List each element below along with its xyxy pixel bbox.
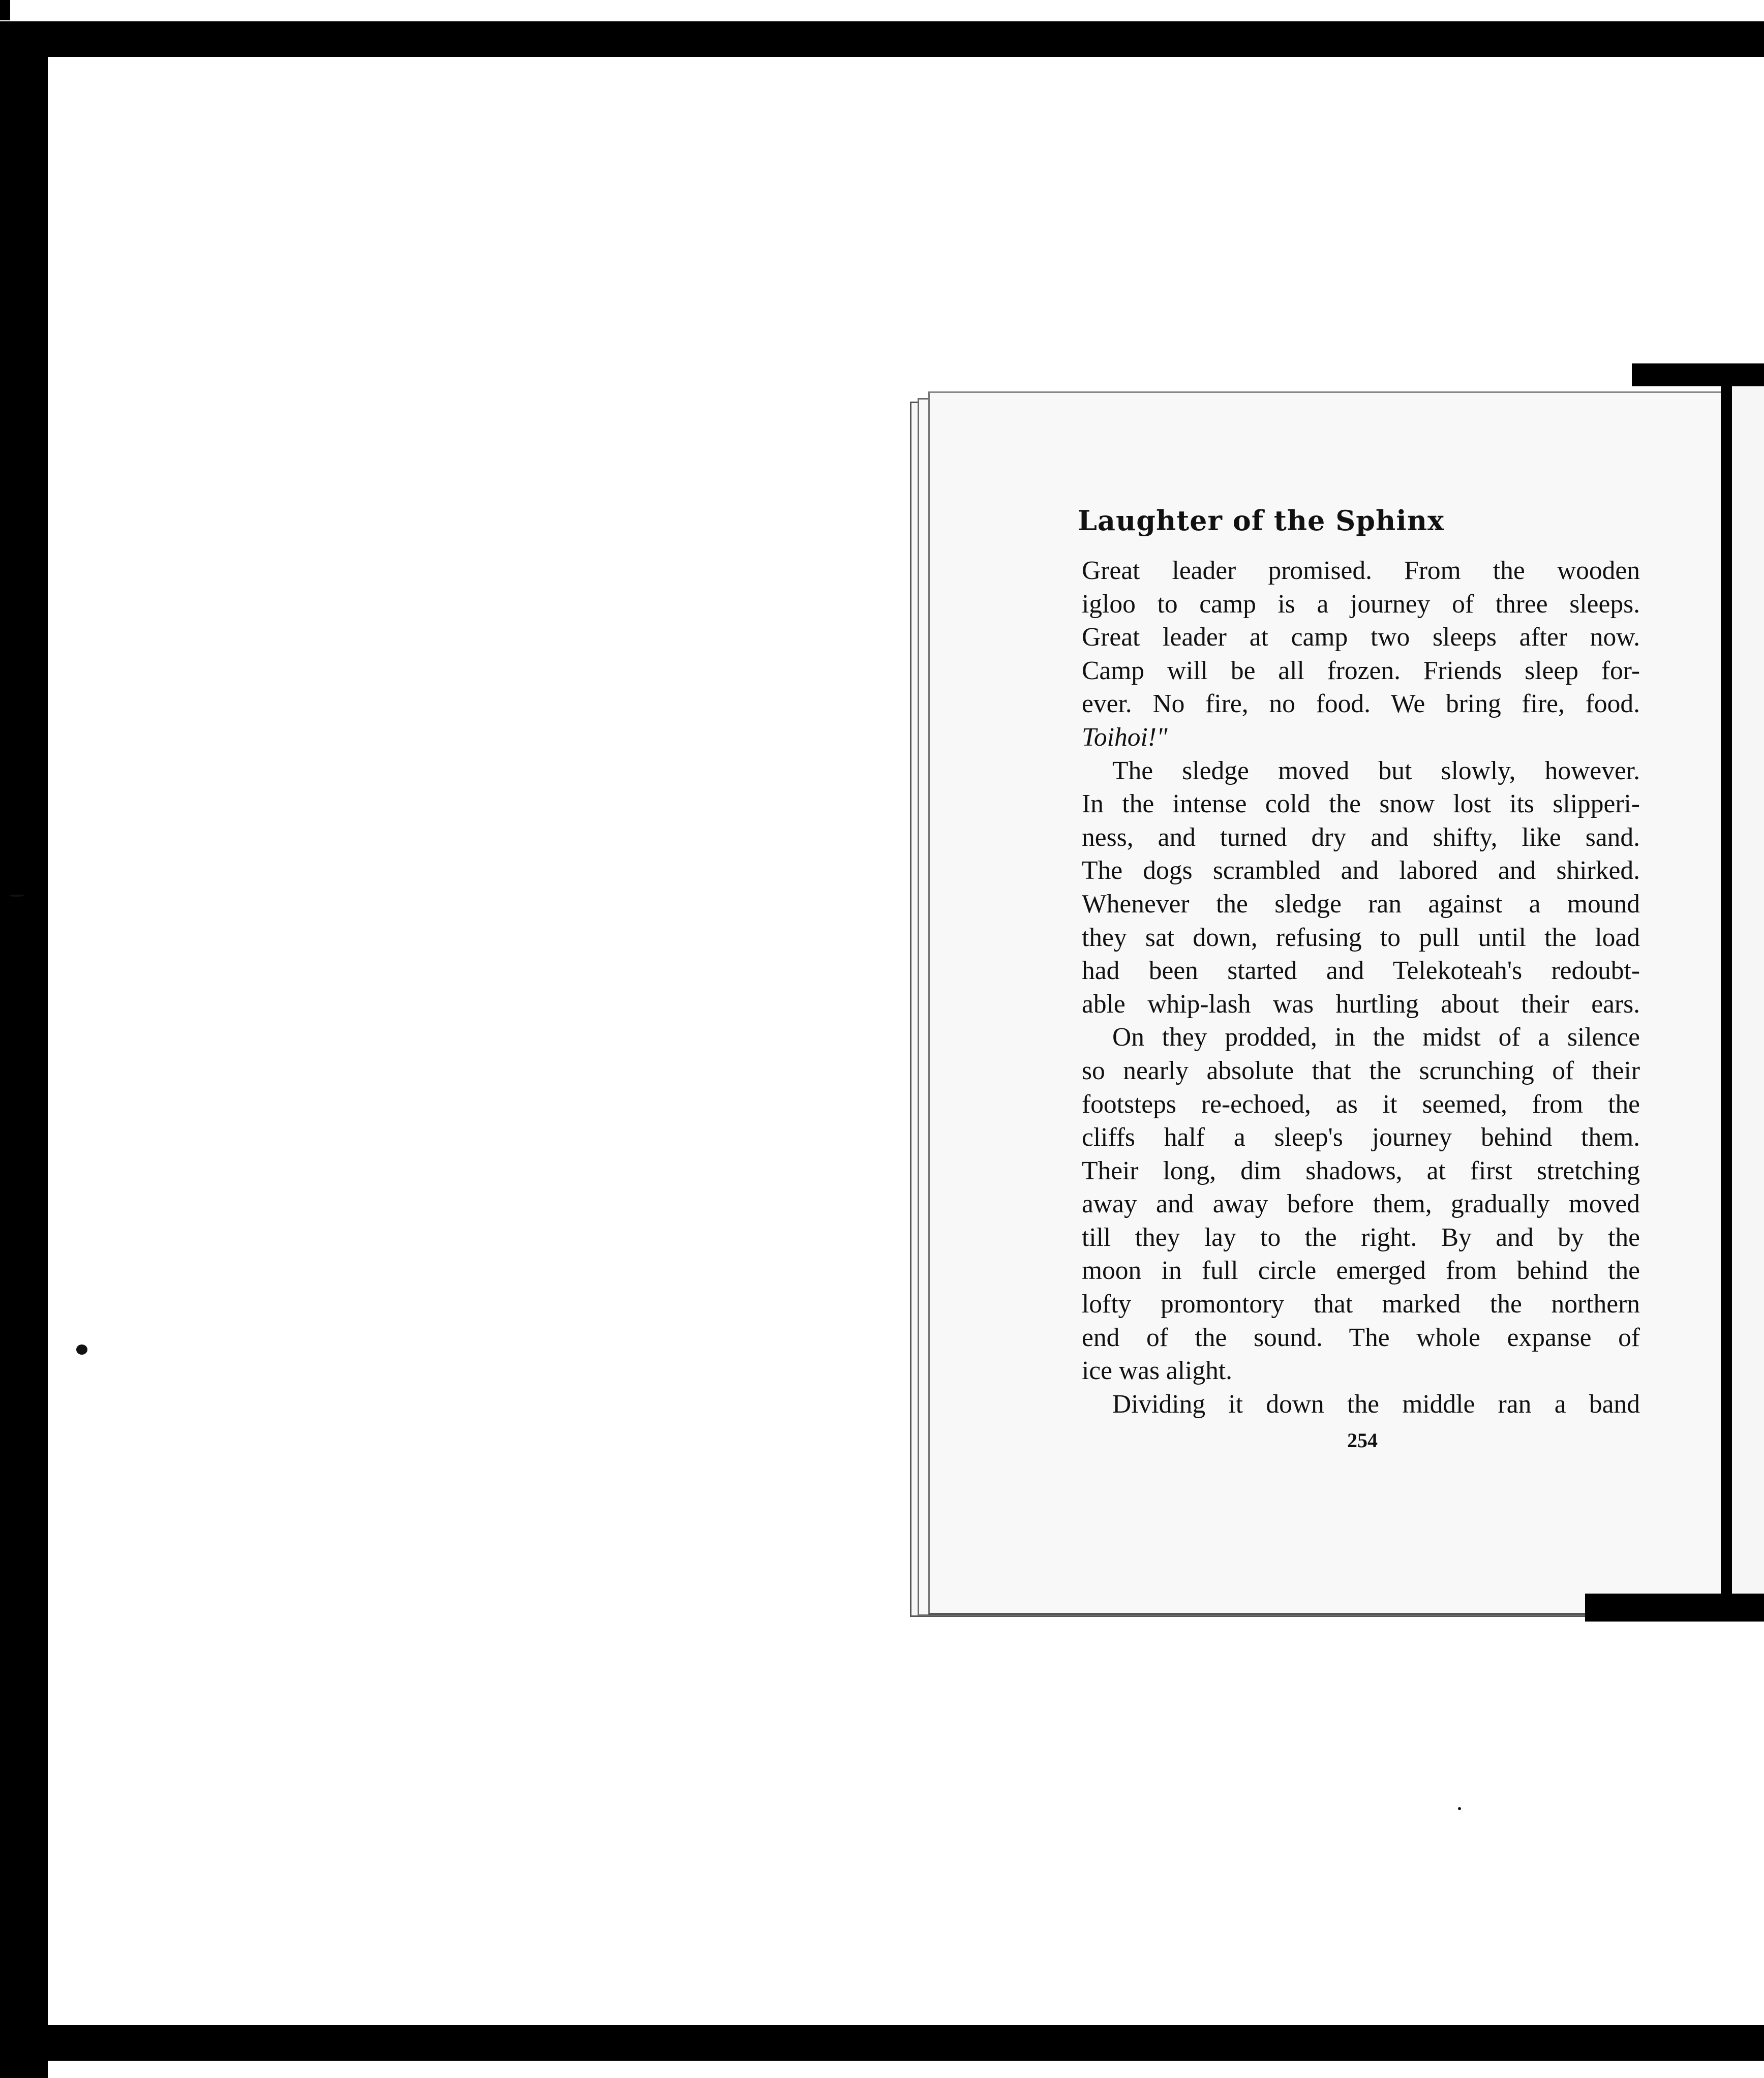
- book-cover-edge-top: [1632, 363, 1764, 386]
- text-line: so nearly absolute that the scrunching of their: [1082, 1056, 1640, 1085]
- text-line: moon in full circle emerged from behind the: [1082, 1256, 1640, 1286]
- text-line-italic: Toihoi!": [1082, 722, 1168, 752]
- page-number: 254: [1347, 1429, 1378, 1452]
- film-edge-mark: [0, 0, 10, 20]
- text-line: had been started and Telekoteah's redoubt-: [1082, 956, 1640, 986]
- text-line: The sledge moved but slowly, however.: [1112, 756, 1640, 785]
- text-line: Dividing it down the middle ran a band: [1112, 1389, 1640, 1419]
- film-speck: [9, 895, 24, 897]
- text-line: Great leader promised. From the wooden: [1082, 556, 1640, 585]
- text-line: footsteps re-echoed, as it seemed, from the: [1082, 1089, 1640, 1119]
- text-line: Great leader at camp two sleeps after now.: [1082, 623, 1640, 652]
- text-line: end of the sound. The whole expanse of: [1082, 1323, 1640, 1352]
- text-line: ness, and turned dry and shifty, like sand.: [1082, 822, 1640, 852]
- text-line: The dogs scrambled and labored and shirked.: [1082, 856, 1640, 885]
- text-line: Whenever the sledge ran against a mound: [1082, 889, 1640, 919]
- text-line: ever. No fire, no food. We bring fire, food.: [1082, 689, 1640, 719]
- film-speck: [76, 1344, 87, 1355]
- text-line: Camp will be all frozen. Friends sleep for-: [1082, 656, 1640, 685]
- text-line: lofty promontory that marked the northern: [1082, 1290, 1640, 1319]
- page-body-text: [1082, 554, 1640, 1421]
- film-frame-left: [0, 21, 48, 2078]
- text-line: they sat down, refusing to pull until the load: [1082, 923, 1640, 952]
- film-frame-bottom: [0, 2025, 1764, 2061]
- text-line: [1082, 721, 1640, 754]
- book-spine: [1721, 379, 1732, 1619]
- text-line: able whip-lash was hurtling about their ears.: [1082, 989, 1640, 1019]
- running-head: Laughter of the Sphinx: [1078, 504, 1445, 537]
- text-line: cliffs half a sleep's journey behind them.: [1082, 1123, 1640, 1152]
- text-line: Their long, dim shadows, at first stretching: [1082, 1156, 1640, 1185]
- text-line: away and away before them, gradually moved: [1082, 1189, 1640, 1219]
- text-line: In the intense cold the snow lost its slipperi-: [1082, 789, 1640, 819]
- text-line: On they prodded, in the midst of a silence: [1112, 1023, 1640, 1052]
- text-line: till they lay to the right. By and by the: [1082, 1223, 1640, 1252]
- text-line: igloo to camp is a journey of three sleeps.: [1082, 589, 1640, 619]
- book-cover-edge-bottom: [1585, 1594, 1764, 1622]
- film-speck: [1458, 1807, 1461, 1810]
- text-line: ice was alight.: [1082, 1356, 1233, 1386]
- facing-page-edge: [1732, 386, 1764, 1606]
- film-frame-top: [0, 21, 1764, 57]
